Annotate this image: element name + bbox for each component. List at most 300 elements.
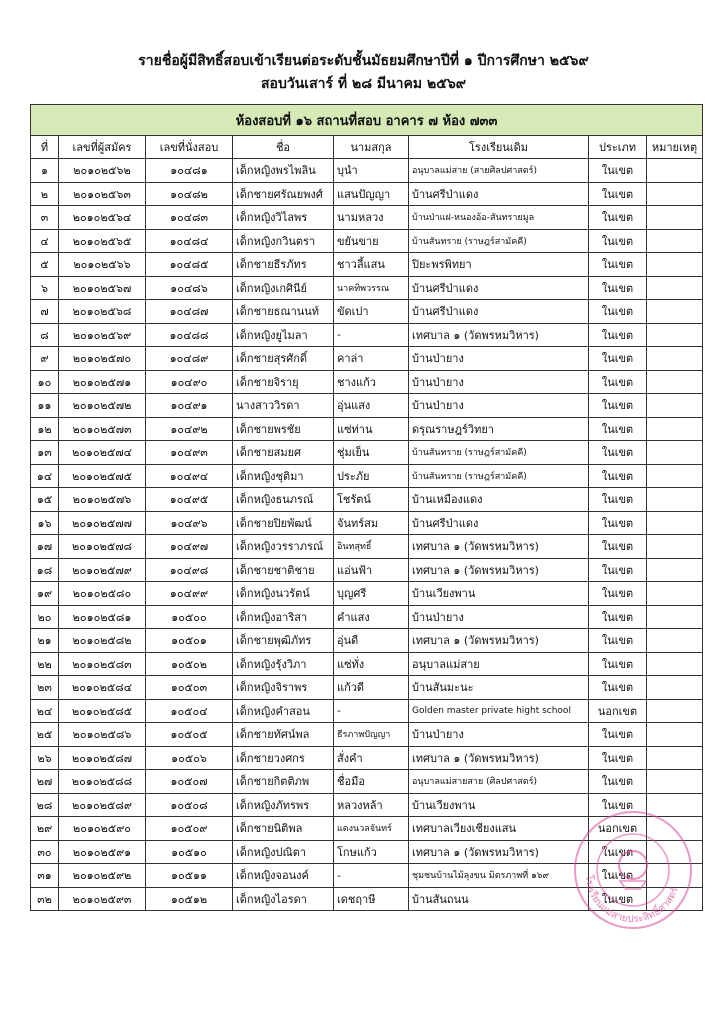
cell-school: เทศบาล ๑ (วัดพรหมวิหาร) <box>409 629 589 653</box>
cell-name: เด็กหญิงรุ้งวิภา <box>233 652 334 676</box>
cell-surname: เดชฤาษี <box>334 887 409 911</box>
cell-app: ๒๐๑๐๒๕๙๐ <box>59 817 146 841</box>
cell-app: ๒๐๑๐๒๕๖๓ <box>59 182 146 206</box>
cell-name: เด็กหญิงธนภรณ์ <box>233 488 334 512</box>
table-row <box>31 229 703 253</box>
cell-no: ๙ <box>31 347 59 371</box>
cell-app: ๒๐๑๐๒๕๘๐ <box>59 582 146 606</box>
cell-seat: ๑๐๔๙๕ <box>146 488 233 512</box>
cell-name: เด็กชายสมยศ <box>233 441 334 465</box>
cell-school: บ้านศรีป่าแดง <box>409 511 589 535</box>
cell-surname: นาคทิพวรรณ <box>334 276 409 300</box>
cell-school: บ้านป่ายาง <box>409 370 589 394</box>
cell-seat: ๑๐๔๙๘ <box>146 558 233 582</box>
cell-surname: หลวงหล้า <box>334 793 409 817</box>
cell-school: บ้านป่ายาง <box>409 605 589 629</box>
cell-type: ในเขต <box>589 394 647 418</box>
table-row <box>31 253 703 277</box>
cell-no: ๒๓ <box>31 676 59 700</box>
cell-note <box>647 206 703 230</box>
cell-type: ในเขต <box>589 182 647 206</box>
cell-name: เด็กหญิงภัทรพร <box>233 793 334 817</box>
cell-surname: - <box>334 699 409 723</box>
cell-seat: ๑๐๔๙๔ <box>146 464 233 488</box>
cell-seat: ๑๐๔๘๘ <box>146 323 233 347</box>
cell-no: ๒ <box>31 182 59 206</box>
col-type: ประเภท <box>589 136 647 159</box>
cell-app: ๒๐๑๐๒๕๗๙ <box>59 558 146 582</box>
cell-note <box>647 488 703 512</box>
table-row <box>31 182 703 206</box>
table-row <box>31 676 703 700</box>
cell-type: ในเขต <box>589 558 647 582</box>
cell-note <box>647 347 703 371</box>
cell-seat: ๑๐๕๑๐ <box>146 840 233 864</box>
cell-name: เด็กหญิงไอรดา <box>233 887 334 911</box>
cell-surname: ขัดเปา <box>334 300 409 324</box>
cell-name: เด็กหญิงเกศินีย์ <box>233 276 334 300</box>
cell-app: ๒๐๑๐๒๕๖๒ <box>59 159 146 183</box>
table-row <box>31 417 703 441</box>
cell-surname: ชื่อมือ <box>334 770 409 794</box>
cell-surname: นามหลวง <box>334 206 409 230</box>
table-row <box>31 300 703 324</box>
cell-note <box>647 793 703 817</box>
cell-surname: สั่งคำ <box>334 746 409 770</box>
cell-no: ๒๙ <box>31 817 59 841</box>
cell-name: เด็กชายจิรายุ <box>233 370 334 394</box>
cell-no: ๗ <box>31 300 59 324</box>
col-school: โรงเรียนเดิม <box>409 136 589 159</box>
cell-no: ๖ <box>31 276 59 300</box>
cell-no: ๑๓ <box>31 441 59 465</box>
cell-note <box>647 558 703 582</box>
table-row <box>31 582 703 606</box>
cell-school: บ้านเวียงพาน <box>409 582 589 606</box>
cell-type: ในเขต <box>589 676 647 700</box>
cell-type: ในเขต <box>589 605 647 629</box>
cell-school: เทศบาล ๑ (วัดพรหมวิหาร) <box>409 535 589 559</box>
cell-note <box>647 652 703 676</box>
cell-seat: ๑๐๕๐๖ <box>146 746 233 770</box>
cell-surname: แอ่นฟ้า <box>334 558 409 582</box>
cell-app: ๒๐๑๐๒๕๖๖ <box>59 253 146 277</box>
cell-seat: ๑๐๔๘๙ <box>146 347 233 371</box>
cell-no: ๒๗ <box>31 770 59 794</box>
cell-surname: จันทร์สม <box>334 511 409 535</box>
cell-type: ในเขต <box>589 864 647 888</box>
cell-type: ในเขต <box>589 652 647 676</box>
cell-app: ๒๐๑๐๒๕๗๔ <box>59 441 146 465</box>
cell-name: เด็กหญิงอาริสา <box>233 605 334 629</box>
cell-app: ๒๐๑๐๒๕๙๒ <box>59 864 146 888</box>
cell-name: เด็กชายนิติพล <box>233 817 334 841</box>
table-row <box>31 535 703 559</box>
cell-school: บ้านศรีป่าแดง <box>409 300 589 324</box>
cell-app: ๒๐๑๐๒๕๖๙ <box>59 323 146 347</box>
cell-type: นอกเขต <box>589 699 647 723</box>
cell-name: เด็กชายชาติชาย <box>233 558 334 582</box>
cell-seat: ๑๐๕๐๐ <box>146 605 233 629</box>
cell-type: ในเขต <box>589 159 647 183</box>
cell-seat: ๑๐๔๘๓ <box>146 206 233 230</box>
cell-school: ชุมชนบ้านไม้ลุงขน มิตรภาพที่ ๑๖๙ <box>409 864 589 888</box>
cell-note <box>647 182 703 206</box>
cell-name: เด็กหญิงปณิตา <box>233 840 334 864</box>
cell-seat: ๑๐๔๙๒ <box>146 417 233 441</box>
cell-seat: ๑๐๔๘๖ <box>146 276 233 300</box>
cell-note <box>647 746 703 770</box>
cell-surname: โกษแก้ว <box>334 840 409 864</box>
cell-app: ๒๐๑๐๒๕๗๓ <box>59 417 146 441</box>
cell-school: บ้านสันทราย (ราษฎร์สามัคคี) <box>409 229 589 253</box>
cell-type: ในเขต <box>589 464 647 488</box>
cell-school: อนุบาลแม่สาย <box>409 652 589 676</box>
cell-note <box>647 770 703 794</box>
cell-no: ๓ <box>31 206 59 230</box>
table-row <box>31 394 703 418</box>
cell-note <box>647 840 703 864</box>
cell-surname: ชางแก้ว <box>334 370 409 394</box>
cell-surname: อินทสุทธิ์ <box>334 535 409 559</box>
cell-app: ๒๐๑๐๒๕๗๐ <box>59 347 146 371</box>
cell-surname: ชุ่มเย็น <box>334 441 409 465</box>
cell-seat: ๑๐๔๙๗ <box>146 535 233 559</box>
cell-app: ๒๐๑๐๒๕๘๘ <box>59 770 146 794</box>
cell-type: ในเขต <box>589 276 647 300</box>
cell-app: ๒๐๑๐๒๕๗๑ <box>59 370 146 394</box>
cell-name: เด็กชายธณานนท์ <box>233 300 334 324</box>
cell-note <box>647 300 703 324</box>
cell-surname: อุ่นดี <box>334 629 409 653</box>
cell-no: ๓๑ <box>31 864 59 888</box>
cell-type: ในเขต <box>589 347 647 371</box>
cell-app: ๒๐๑๐๒๕๘๙ <box>59 793 146 817</box>
cell-app: ๒๐๑๐๒๕๘๕ <box>59 699 146 723</box>
cell-type: ในเขต <box>589 840 647 864</box>
col-application-no: เลขที่ผู้สมัคร <box>59 136 146 159</box>
cell-type: ในเขต <box>589 511 647 535</box>
table-row <box>31 770 703 794</box>
cell-surname: แสนปัญญา <box>334 182 409 206</box>
table-row <box>31 864 703 888</box>
cell-note <box>647 441 703 465</box>
col-name: ชื่อ <box>233 136 334 159</box>
cell-note <box>647 535 703 559</box>
cell-surname: คาล่า <box>334 347 409 371</box>
cell-app: ๒๐๑๐๒๕๗๗ <box>59 511 146 535</box>
cell-name: เด็กหญิงจิราพร <box>233 676 334 700</box>
table-row <box>31 629 703 653</box>
cell-seat: ๑๐๕๐๕ <box>146 723 233 747</box>
cell-seat: ๑๐๔๙๐ <box>146 370 233 394</box>
cell-type: ในเขต <box>589 723 647 747</box>
cell-surname: แก้วดี <box>334 676 409 700</box>
cell-type: ในเขต <box>589 417 647 441</box>
cell-surname: - <box>334 323 409 347</box>
cell-no: ๒๖ <box>31 746 59 770</box>
cell-no: ๒๕ <box>31 723 59 747</box>
cell-name: เด็กหญิงยูไมลา <box>233 323 334 347</box>
cell-surname: แซ่ท่าน <box>334 417 409 441</box>
cell-surname: ชาวลี้แสน <box>334 253 409 277</box>
cell-type: ในเขต <box>589 229 647 253</box>
cell-note <box>647 676 703 700</box>
cell-note <box>647 276 703 300</box>
cell-school: บ้านเวียงพาน <box>409 793 589 817</box>
cell-school: เทศบาล ๑ (วัดพรหมวิหาร) <box>409 840 589 864</box>
cell-surname: คำแสง <box>334 605 409 629</box>
cell-note <box>647 159 703 183</box>
cell-no: ๒๔ <box>31 699 59 723</box>
cell-surname: แดงนวลจันทร์ <box>334 817 409 841</box>
cell-seat: ๑๐๕๐๑ <box>146 629 233 653</box>
cell-name: เด็กหญิงจอนงค์ <box>233 864 334 888</box>
cell-no: ๑๘ <box>31 558 59 582</box>
cell-school: ดรุณราษฎร์วิทยา <box>409 417 589 441</box>
cell-school: เทศบาล ๑ (วัดพรหมวิหาร) <box>409 323 589 347</box>
cell-no: ๑๑ <box>31 394 59 418</box>
cell-no: ๕ <box>31 253 59 277</box>
table-row <box>31 370 703 394</box>
cell-seat: ๑๐๔๘๕ <box>146 253 233 277</box>
cell-seat: ๑๐๔๙๙ <box>146 582 233 606</box>
cell-seat: ๑๐๕๐๓ <box>146 676 233 700</box>
table-row <box>31 817 703 841</box>
cell-name: เด็กชายธีรภัทร <box>233 253 334 277</box>
cell-school: เทศบาล ๑ (วัดพรหมวิหาร) <box>409 746 589 770</box>
cell-name: เด็กชายปิยพัฒน์ <box>233 511 334 535</box>
table-row <box>31 464 703 488</box>
cell-app: ๒๐๑๐๒๕๙๓ <box>59 887 146 911</box>
cell-note <box>647 464 703 488</box>
cell-no: ๑๔ <box>31 464 59 488</box>
cell-surname: ขยันขาย <box>334 229 409 253</box>
table-row <box>31 605 703 629</box>
cell-seat: ๑๐๔๙๑ <box>146 394 233 418</box>
cell-school: บ้านป่ายาง <box>409 723 589 747</box>
cell-type: นอกเขต <box>589 817 647 841</box>
cell-note <box>647 817 703 841</box>
table-row <box>31 723 703 747</box>
cell-school: บ้านป่าแฝ-หนองอ้อ-สันทรายมูล <box>409 206 589 230</box>
cell-app: ๒๐๑๐๒๕๗๖ <box>59 488 146 512</box>
cell-app: ๒๐๑๐๒๕๘๔ <box>59 676 146 700</box>
table-row <box>31 347 703 371</box>
cell-type: ในเขต <box>589 488 647 512</box>
cell-type: ในเขต <box>589 535 647 559</box>
cell-name: เด็กชายพรชัย <box>233 417 334 441</box>
cell-seat: ๑๐๔๘๔ <box>146 229 233 253</box>
cell-surname: ประภัย <box>334 464 409 488</box>
cell-name: เด็กหญิงวรราภรณ์ <box>233 535 334 559</box>
cell-type: ในเขต <box>589 370 647 394</box>
table-row <box>31 840 703 864</box>
cell-seat: ๑๐๕๐๒ <box>146 652 233 676</box>
cell-name: เด็กหญิงนวรัตน์ <box>233 582 334 606</box>
cell-no: ๒๑ <box>31 629 59 653</box>
table-row <box>31 652 703 676</box>
cell-no: ๑๐ <box>31 370 59 394</box>
cell-surname: - <box>334 864 409 888</box>
cell-type: ในเขต <box>589 770 647 794</box>
cell-note <box>647 887 703 911</box>
cell-school: Golden master private hight school <box>409 699 589 723</box>
cell-no: ๑๕ <box>31 488 59 512</box>
cell-school: บ้านศรีป่าแดง <box>409 182 589 206</box>
cell-app: ๒๐๑๐๒๕๗๒ <box>59 394 146 418</box>
table-row <box>31 276 703 300</box>
cell-note <box>647 323 703 347</box>
col-surname: นามสกุล <box>334 136 409 159</box>
cell-type: ในเขต <box>589 629 647 653</box>
cell-no: ๑ <box>31 159 59 183</box>
cell-name: เด็กหญิงวิไลพร <box>233 206 334 230</box>
candidate-table <box>30 104 703 911</box>
cell-surname: แซ่ทั่ง <box>334 652 409 676</box>
cell-no: ๒๐ <box>31 605 59 629</box>
col-no: ที่ <box>31 136 59 159</box>
cell-name: เด็กชายวงศกร <box>233 746 334 770</box>
cell-app: ๒๐๑๐๒๕๘๖ <box>59 723 146 747</box>
table-row <box>31 793 703 817</box>
cell-no: ๒๒ <box>31 652 59 676</box>
cell-surname: บุญศรี <box>334 582 409 606</box>
cell-note <box>647 605 703 629</box>
exam-date: สอบวันเสาร์ ที่ ๒๘ มีนาคม ๒๕๖๙ <box>261 76 466 92</box>
cell-school: บ้านป่ายาง <box>409 394 589 418</box>
cell-name: เด็กหญิงคำสอน <box>233 699 334 723</box>
cell-type: ในเขต <box>589 582 647 606</box>
cell-note <box>647 370 703 394</box>
cell-no: ๑๖ <box>31 511 59 535</box>
cell-seat: ๑๐๕๐๔ <box>146 699 233 723</box>
cell-no: ๓๐ <box>31 840 59 864</box>
table-row <box>31 511 703 535</box>
cell-school: บ้านป่ายาง <box>409 347 589 371</box>
cell-name: เด็กชายพุฒิภัทร <box>233 629 334 653</box>
room-info: ห้องสอบที่ ๑๖ สถานที่สอบ อาคาร ๗ ห้อง ๗๓๓ <box>31 105 703 136</box>
cell-name: เด็กชายทัศน์พล <box>233 723 334 747</box>
cell-surname: บุนำ <box>334 159 409 183</box>
cell-seat: ๑๐๔๘๑ <box>146 159 233 183</box>
cell-seat: ๑๐๕๐๘ <box>146 793 233 817</box>
cell-type: ในเขต <box>589 253 647 277</box>
table-row <box>31 558 703 582</box>
table-row <box>31 323 703 347</box>
cell-note <box>647 864 703 888</box>
cell-note <box>647 394 703 418</box>
cell-seat: ๑๐๕๑๑ <box>146 864 233 888</box>
cell-no: ๑๙ <box>31 582 59 606</box>
cell-school: เทศบาลเวียงเชียงแสน <box>409 817 589 841</box>
cell-type: ในเขต <box>589 206 647 230</box>
cell-type: ในเขต <box>589 300 647 324</box>
cell-app: ๒๐๑๐๒๕๗๕ <box>59 464 146 488</box>
cell-school: บ้านสันทราย (ราษฎร์สามัคคี) <box>409 464 589 488</box>
cell-type: ในเขต <box>589 441 647 465</box>
cell-school: บ้านเหมืองแดง <box>409 488 589 512</box>
cell-note <box>647 417 703 441</box>
cell-note <box>647 253 703 277</box>
cell-school: ปิยะพรพิทยา <box>409 253 589 277</box>
col-seat-no: เลขที่นั่งสอบ <box>146 136 233 159</box>
cell-name: เด็กหญิงพรไพลิน <box>233 159 334 183</box>
cell-surname: ธีรภาพปัญญา <box>334 723 409 747</box>
col-note: หมายเหตุ <box>647 136 703 159</box>
cell-app: ๒๐๑๐๒๕๗๘ <box>59 535 146 559</box>
table-row <box>31 206 703 230</box>
cell-type: ในเขต <box>589 323 647 347</box>
table-row <box>31 441 703 465</box>
cell-no: ๒๘ <box>31 793 59 817</box>
cell-name: เด็กชายสุรศักดิ์ <box>233 347 334 371</box>
cell-surname: อุ่นแสง <box>334 394 409 418</box>
cell-name: เด็กหญิงชุติมา <box>233 464 334 488</box>
cell-no: ๑๒ <box>31 417 59 441</box>
cell-name: เด็กหญิงกวินตรา <box>233 229 334 253</box>
cell-name: เด็กชายกิตติภพ <box>233 770 334 794</box>
cell-no: ๔ <box>31 229 59 253</box>
table-row <box>31 488 703 512</box>
cell-school: บ้านสันมะนะ <box>409 676 589 700</box>
cell-seat: ๑๐๕๑๒ <box>146 887 233 911</box>
table-row <box>31 887 703 911</box>
cell-seat: ๑๐๕๐๙ <box>146 817 233 841</box>
cell-app: ๒๐๑๐๒๕๘๓ <box>59 652 146 676</box>
cell-school: อนุบาลแม่สายสาย (ศิลปศาสตร์) <box>409 770 589 794</box>
cell-type: ในเขต <box>589 887 647 911</box>
cell-type: ในเขต <box>589 793 647 817</box>
cell-no: ๑๗ <box>31 535 59 559</box>
cell-name: เด็กชายศรัณยพงศ์ <box>233 182 334 206</box>
cell-school: เทศบาล ๑ (วัดพรหมวิหาร) <box>409 558 589 582</box>
cell-surname: โชรัตน์ <box>334 488 409 512</box>
table-row <box>31 699 703 723</box>
cell-seat: ๑๐๔๙๓ <box>146 441 233 465</box>
cell-seat: ๑๐๔๘๒ <box>146 182 233 206</box>
cell-school: อนุบาลแม่สาย (สายศิลปศาสตร์) <box>409 159 589 183</box>
cell-school: บ้านศรีป่าแดง <box>409 276 589 300</box>
cell-note <box>647 699 703 723</box>
cell-school: บ้านสันทราย (ราษฎร์สามัคคี) <box>409 441 589 465</box>
cell-app: ๒๐๑๐๒๕๘๗ <box>59 746 146 770</box>
cell-note <box>647 582 703 606</box>
table-row <box>31 746 703 770</box>
cell-app: ๒๐๑๐๒๕๖๘ <box>59 300 146 324</box>
cell-seat: ๑๐๕๐๗ <box>146 770 233 794</box>
cell-app: ๒๐๑๐๒๕๖๗ <box>59 276 146 300</box>
cell-no: ๘ <box>31 323 59 347</box>
cell-note <box>647 723 703 747</box>
table-row <box>31 159 703 183</box>
cell-app: ๒๐๑๐๒๕๘๒ <box>59 629 146 653</box>
cell-no: ๓๒ <box>31 887 59 911</box>
cell-note <box>647 629 703 653</box>
cell-seat: ๑๐๔๙๖ <box>146 511 233 535</box>
cell-name: นางสาววิรดา <box>233 394 334 418</box>
cell-seat: ๑๐๔๘๗ <box>146 300 233 324</box>
cell-app: ๒๐๑๐๒๕๖๕ <box>59 229 146 253</box>
cell-note <box>647 229 703 253</box>
cell-app: ๒๐๑๐๒๕๘๑ <box>59 605 146 629</box>
document-title: รายชื่อผู้มีสิทธิ์สอบเข้าเรียนต่อระดับชั้นมัธยมศึกษาปีที่ ๑ ปีการศึกษา ๒๕๖๙ <box>138 53 589 69</box>
cell-type: ในเขต <box>589 746 647 770</box>
cell-app: ๒๐๑๐๒๕๙๑ <box>59 840 146 864</box>
stamp-text: โรงเรียนแม่สายประสิทธิ์ศาสตร์ <box>582 874 681 926</box>
cell-school: บ้านสันถนน <box>409 887 589 911</box>
cell-app: ๒๐๑๐๒๕๖๔ <box>59 206 146 230</box>
